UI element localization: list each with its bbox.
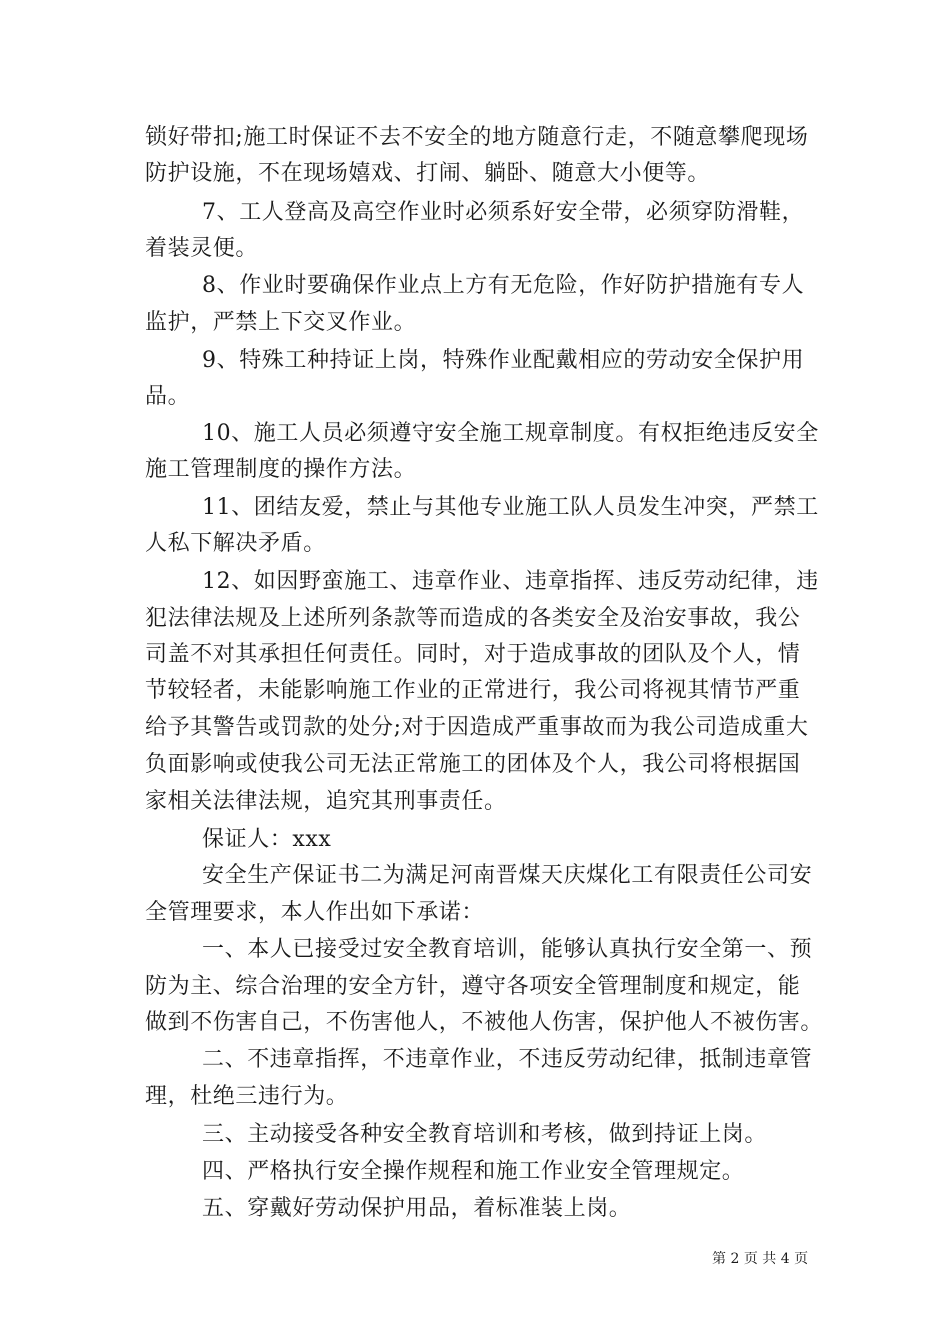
text-line: 施工管理制度的操作方法。 — [145, 457, 417, 482]
text-line: 二、不违章指挥，不违章作业，不违反劳动纪律，抵制违章管 — [202, 1047, 813, 1072]
text-line: 五、穿戴好劳动保护用品，着标准装上岗。 — [202, 1196, 632, 1221]
text-line: 犯法律法规及上述所列条款等而造成的各类安全及治安事故，我公 — [145, 606, 801, 631]
total-page-number: 4 — [780, 1251, 790, 1267]
text-line: 防护设施，不在现场嬉戏、打闹、躺卧、随意大小便等。 — [145, 161, 711, 186]
text-line: 负面影响或使我公司无法正常施工的团体及个人，我公司将根据国 — [145, 752, 801, 777]
text-line: 全管理要求，本人作出如下承诺： — [145, 900, 485, 925]
text-line: 理，杜绝三违行为。 — [145, 1084, 349, 1109]
text-line: 品。 — [145, 384, 191, 409]
footer-suffix: 页 — [794, 1251, 809, 1267]
text-line: 11、团结友爱，禁止与其他专业施工队人员发生冲突，严禁工 — [202, 495, 819, 520]
text-line: 锁好带扣;施工时保证不去不安全的地方随意行走，不随意攀爬现场 — [145, 125, 809, 150]
text-line: 10、施工人员必须遵守安全施工规章制度。有权拒绝违反安全 — [202, 421, 819, 446]
text-line: 一、本人已接受过安全教育培训，能够认真执行安全第一、预 — [202, 937, 813, 962]
text-line: 给予其警告或罚款的处分;对于因造成严重事故而为我公司造成重大 — [145, 715, 809, 740]
text-line: 着装灵便。 — [145, 236, 259, 261]
text-line: 8、作业时要确保作业点上方有无危险，作好防护措施有专人 — [202, 273, 805, 298]
text-line: 三、主动接受各种安全教育培训和考核，做到持证上岗。 — [202, 1122, 768, 1147]
text-line: 9、特殊工种持证上岗，特殊作业配戴相应的劳动安全保护用 — [202, 348, 805, 373]
text-line: 司盖不对其承担任何责任。同时，对于造成事故的团队及个人，情 — [145, 642, 801, 667]
text-line: 7、工人登高及高空作业时必须系好安全带，必须穿防滑鞋， — [202, 200, 805, 225]
text-line: 监护，严禁上下交叉作业。 — [145, 310, 417, 335]
text-line: 做到不伤害自己，不伤害他人，不被他人伤害，保护他人不被伤害。 — [145, 1010, 824, 1035]
text-line: 防为主、综合治理的安全方针，遵守各项安全管理制度和规定，能 — [145, 974, 801, 999]
text-line: 四、严格执行安全操作规程和施工作业安全管理规定。 — [202, 1159, 745, 1184]
text-line: 安全生产保证书二为满足河南晋煤天庆煤化工有限责任公司安 — [202, 863, 813, 888]
text-line: 节较轻者，未能影响施工作业的正常进行，我公司将视其情节严重 — [145, 678, 801, 703]
guarantor-line: 保证人：xxx — [202, 827, 332, 852]
page-footer — [712, 1248, 808, 1268]
text-line: 人私下解决矛盾。 — [145, 531, 326, 556]
footer-prefix: 第 — [712, 1251, 726, 1267]
current-page-number: 2 — [730, 1251, 740, 1267]
text-line: 12、如因野蛮施工、违章作业、违章指挥、违反劳动纪律，违 — [202, 569, 819, 594]
text-line: 家相关法律法规，追究其刑事责任。 — [145, 789, 507, 814]
footer-middle: 页 共 — [743, 1251, 777, 1267]
